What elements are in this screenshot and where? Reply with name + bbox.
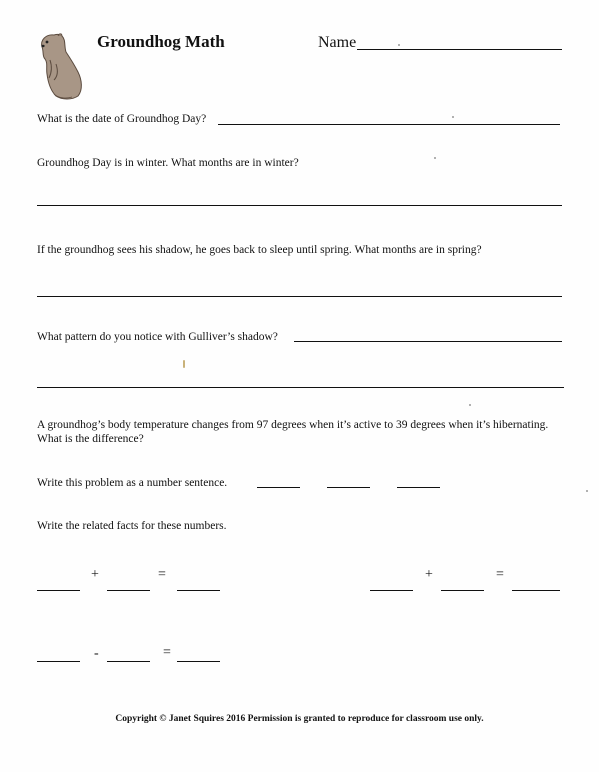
date-answer-line[interactable] (218, 124, 560, 125)
question-winter: Groundhog Day is in winter. What months are in winter? (37, 157, 299, 169)
name-label: Name (318, 34, 357, 51)
plus-sign: + (425, 567, 433, 582)
name-answer-line[interactable] (357, 49, 562, 50)
pattern-answer-line[interactable] (294, 341, 562, 342)
fact2-blank-b[interactable] (441, 590, 484, 591)
fact2-blank-c[interactable] (512, 590, 560, 591)
equals-sign: = (163, 645, 171, 660)
number-sentence-label: Write this problem as a number sentence. (37, 477, 228, 489)
question-pattern: What pattern do you notice with Gulliver’s shadow? (37, 331, 278, 343)
scan-speck (469, 404, 471, 406)
groundhog-icon (36, 30, 86, 102)
worksheet-title: Groundhog Math (97, 32, 225, 51)
fact3-blank-c[interactable] (177, 661, 220, 662)
scan-speck (398, 44, 400, 46)
fact3-blank-b[interactable] (107, 661, 150, 662)
fact1-blank-a[interactable] (37, 590, 80, 591)
fact3-blank-a[interactable] (37, 661, 80, 662)
fact2-blank-a[interactable] (370, 590, 413, 591)
fact1-blank-c[interactable] (177, 590, 220, 591)
spring-answer-line[interactable] (37, 296, 562, 297)
minus-sign: - (94, 646, 99, 661)
winter-answer-line[interactable] (37, 205, 562, 206)
plus-sign: + (91, 567, 99, 582)
scan-speck (183, 360, 185, 368)
scan-speck (586, 490, 588, 492)
number-sentence-blank-2[interactable] (327, 487, 370, 488)
question-date: What is the date of Groundhog Day? (37, 113, 207, 125)
number-sentence-blank-3[interactable] (397, 487, 440, 488)
fact1-blank-b[interactable] (107, 590, 150, 591)
scan-speck (452, 116, 454, 118)
scan-speck (434, 157, 436, 159)
question-temperature-line2: What is the difference? (37, 433, 144, 445)
equals-sign: = (496, 567, 504, 582)
question-spring: If the groundhog sees his shadow, he goes back to sleep until spring. What months are in spring? (37, 244, 482, 256)
number-sentence-blank-1[interactable] (257, 487, 300, 488)
question-temperature-line1: A groundhog’s body temperature changes from 97 degrees when it’s active to 39 degrees when it’s hibernating. (37, 419, 549, 431)
copyright-notice: Copyright © Janet Squires 2016 Permission is granted to reproduce for classroom use only. (115, 714, 484, 724)
pattern-answer-line-2[interactable] (37, 387, 564, 388)
equals-sign: = (158, 567, 166, 582)
related-facts-label: Write the related facts for these numbers. (37, 520, 227, 532)
